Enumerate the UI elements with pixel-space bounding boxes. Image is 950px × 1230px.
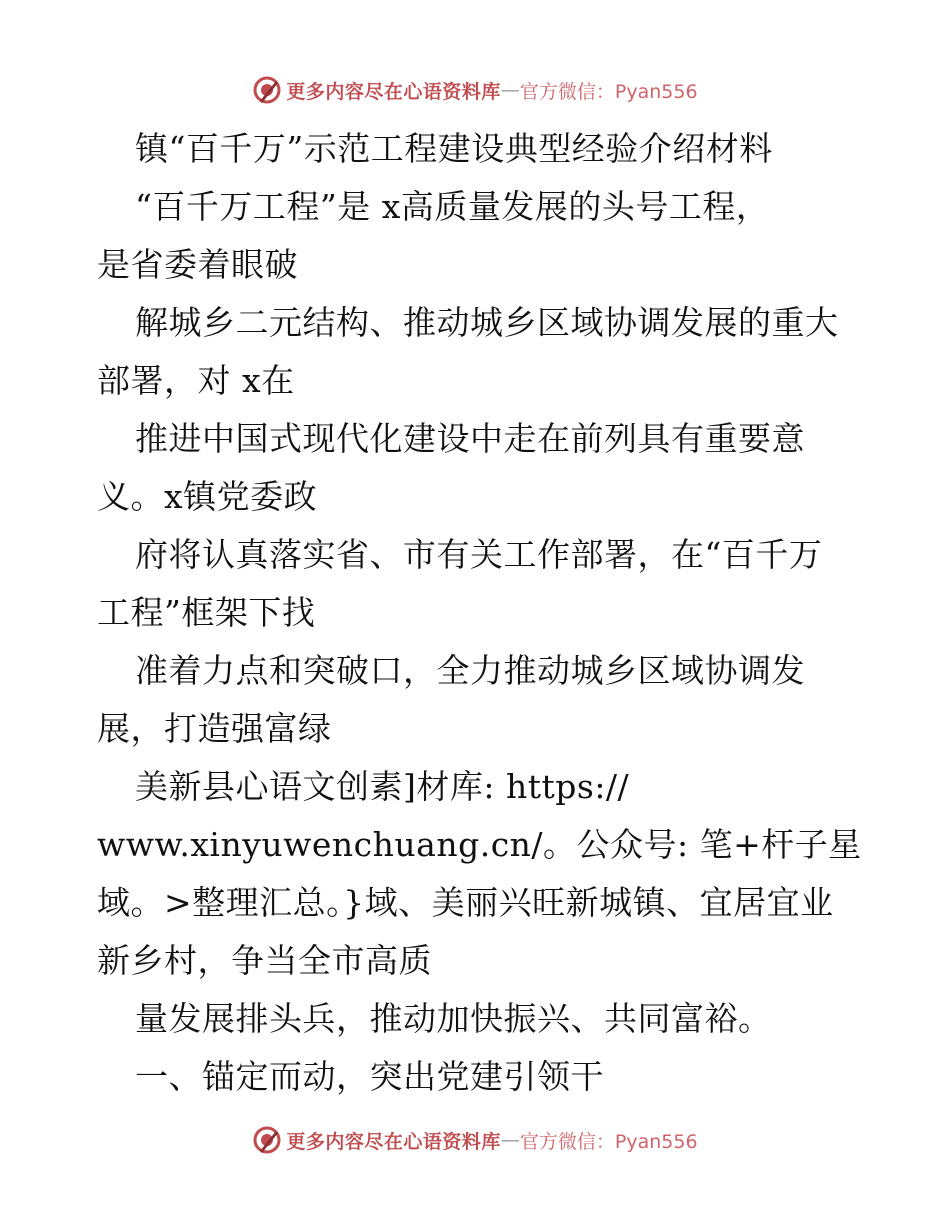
paragraph-line: www.xinyuwenchuang.cn/。公众号: 笔+杆子星 (97, 825, 862, 864)
paragraph-line: 准着力点和突破口，全力推动城乡区域协调发 (135, 651, 805, 690)
paragraph-line: 域。>整理汇总。}域、美丽兴旺新城镇、宜居宜业 (97, 883, 834, 922)
paragraph-line: “百千万工程”是 x高质量发展的头号工程， (135, 187, 770, 226)
quill-logo-icon (252, 1125, 282, 1155)
paragraph-line: 是省委着眼破 (97, 245, 298, 284)
banner-main-text: 更多内容尽在心语资料库 (286, 80, 501, 103)
paragraph-line: 工程”框架下找 (97, 593, 316, 632)
paragraph-line: 新乡村，争当全市高质 (97, 941, 432, 980)
document-body (97, 120, 862, 1106)
paragraph-line: 推进中国式现代化建设中走在前列具有重要意 (135, 419, 805, 458)
paragraph-line: 量发展排头兵，推动加快振兴、共同富裕。 (135, 999, 772, 1038)
banner-wechat-text: 官方微信：Pyan556 (519, 1130, 698, 1153)
header-banner (0, 70, 950, 110)
paragraph-line: 部署，对 x在 (97, 361, 295, 400)
banner-wechat-text: 官方微信：Pyan556 (519, 80, 698, 103)
paragraph-line: 义。x镇党委政 (97, 477, 318, 516)
banner-dash: — (500, 1129, 520, 1151)
banner-dash: — (500, 79, 520, 101)
paragraph-line: 解城乡二元结构、推动城乡区域协调发展的重大 (135, 303, 839, 342)
paragraph-line: 府将认真落实省、市有关工作部署，在“百千万 (135, 535, 823, 574)
footer-banner (0, 1120, 950, 1160)
banner-main-text: 更多内容尽在心语资料库 (286, 1130, 501, 1153)
paragraph-line: 展，打造强富绿 (97, 709, 332, 748)
document-title: 镇“百千万”示范工程建设典型经验介绍材料 (135, 129, 773, 168)
section-heading: 一、锚定而动，突出党建引领干 (135, 1057, 604, 1096)
quill-logo-icon (252, 75, 282, 105)
paragraph-line: 美新县心语文创素]材库: https:// (135, 767, 630, 806)
